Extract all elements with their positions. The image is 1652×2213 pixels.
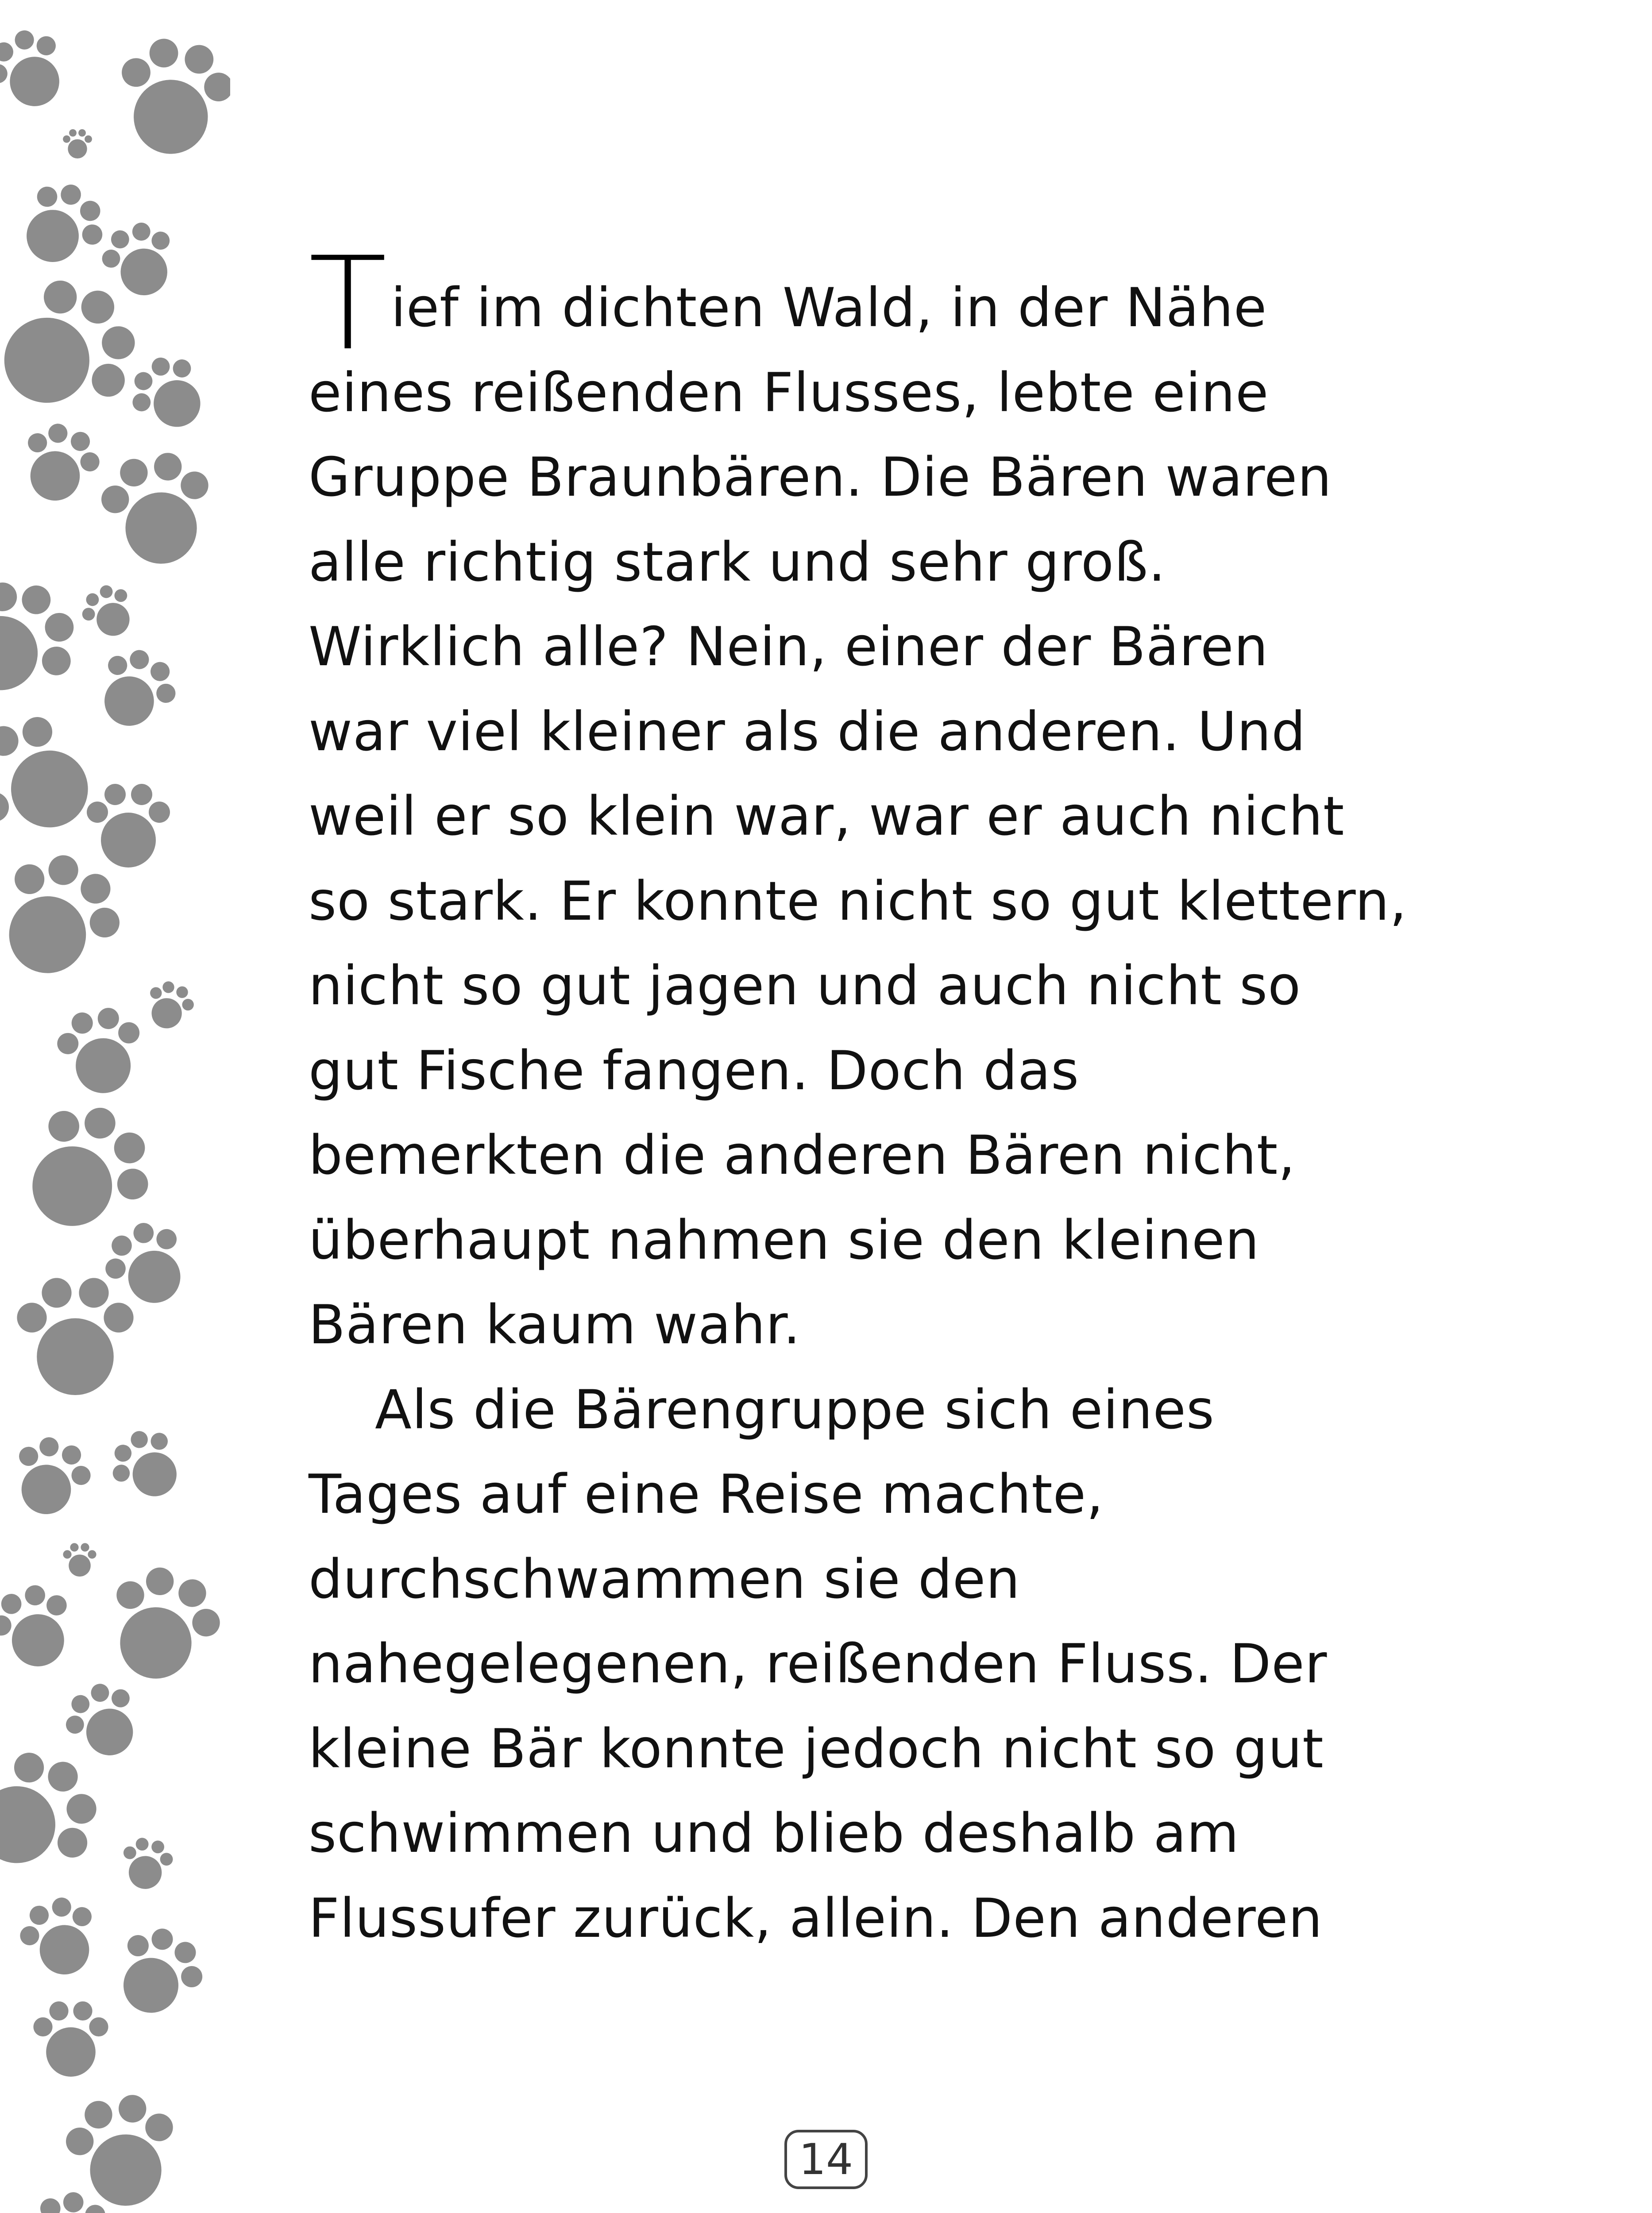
paw-print-icon — [100, 1419, 194, 1513]
paw-print-icon — [33, 2001, 108, 2077]
first-line-text: ief im dichten Wald, in der Nähe — [391, 277, 1267, 339]
story-line: war viel kleiner als die anderen. Und — [309, 700, 1306, 763]
paw-print-icon — [87, 784, 170, 867]
paw-print-icon — [140, 976, 199, 1035]
story-line: alle richtig stark und sehr groß. — [309, 531, 1166, 594]
paw-print-icon — [12, 416, 108, 512]
paw-print-icon — [74, 578, 143, 646]
paw-print-icon — [17, 1278, 133, 1395]
story-line: Gruppe Braunbären. Die Bären waren — [309, 446, 1332, 509]
paw-print-icon — [101, 1916, 215, 2030]
story-line: überhaupt nahmen sie den kleinen — [309, 1209, 1260, 1272]
paw-print-icon — [0, 561, 95, 720]
story-line: Flussufer zurück, allein. Den anderen — [309, 1887, 1323, 1950]
paw-print-icon — [55, 1673, 152, 1770]
paw-print-icon — [94, 215, 185, 306]
paw-print-icon — [119, 344, 219, 444]
paw-print-icon — [85, 639, 187, 741]
story-line: gut Fische fangen. Doch das — [309, 1039, 1080, 1102]
story-line: schwimmen und blieb deshalb am — [309, 1802, 1239, 1865]
story-line: so stark. Er konnte nicht so gut klettern, — [309, 870, 1407, 933]
story-line: eines reißenden Flusses, lebte eine — [309, 361, 1269, 424]
paw-print-border — [0, 0, 230, 2213]
page-number-badge — [784, 2130, 868, 2189]
story-line: durchschwammen sie den — [309, 1548, 1020, 1611]
paw-print-icon — [0, 1735, 114, 1894]
paw-print-icon — [0, 1577, 84, 1678]
story-line: kleine Bär konnte jedoch nicht so gut — [309, 1717, 1324, 1780]
story-line: Bären kaum wahr. — [309, 1294, 801, 1356]
story-line: Als die Bärengruppe sich eines — [375, 1378, 1215, 1441]
paw-print-icon — [118, 1835, 176, 1893]
story-line: nicht so gut jagen und auch nicht so — [309, 955, 1301, 1017]
paw-print-icon — [53, 1003, 149, 1100]
paw-print-icon — [63, 129, 92, 158]
paw-print-icon — [0, 19, 79, 122]
paw-print-icon — [93, 1556, 230, 1695]
paw-print-icon — [6, 170, 117, 281]
story-line: Tief im dichten Wald, in der Nähe — [309, 230, 1267, 379]
page-number: 14 — [799, 2135, 853, 2184]
story-line: Wirklich alle? Nein, einer der Bären — [309, 616, 1269, 678]
paw-print-icon — [93, 1211, 201, 1319]
story-text — [309, 230, 1504, 1961]
story-line: Tages auf eine Reise machte, — [309, 1463, 1104, 1526]
story-line: bemerkten die anderen Bären nicht, — [309, 1124, 1296, 1187]
story-line: nahegelegenen, reißenden Fluss. Der — [309, 1633, 1328, 1695]
story-line: weil er so klein war, war er auch nicht — [309, 785, 1345, 848]
paw-print-icon — [95, 447, 220, 572]
paw-print-icon — [0, 699, 112, 859]
paw-print-icon — [3, 1429, 99, 1526]
paw-print-icon — [63, 1543, 96, 1577]
paw-print-icon — [109, 32, 230, 163]
paw-print-icon — [12, 1889, 108, 1986]
